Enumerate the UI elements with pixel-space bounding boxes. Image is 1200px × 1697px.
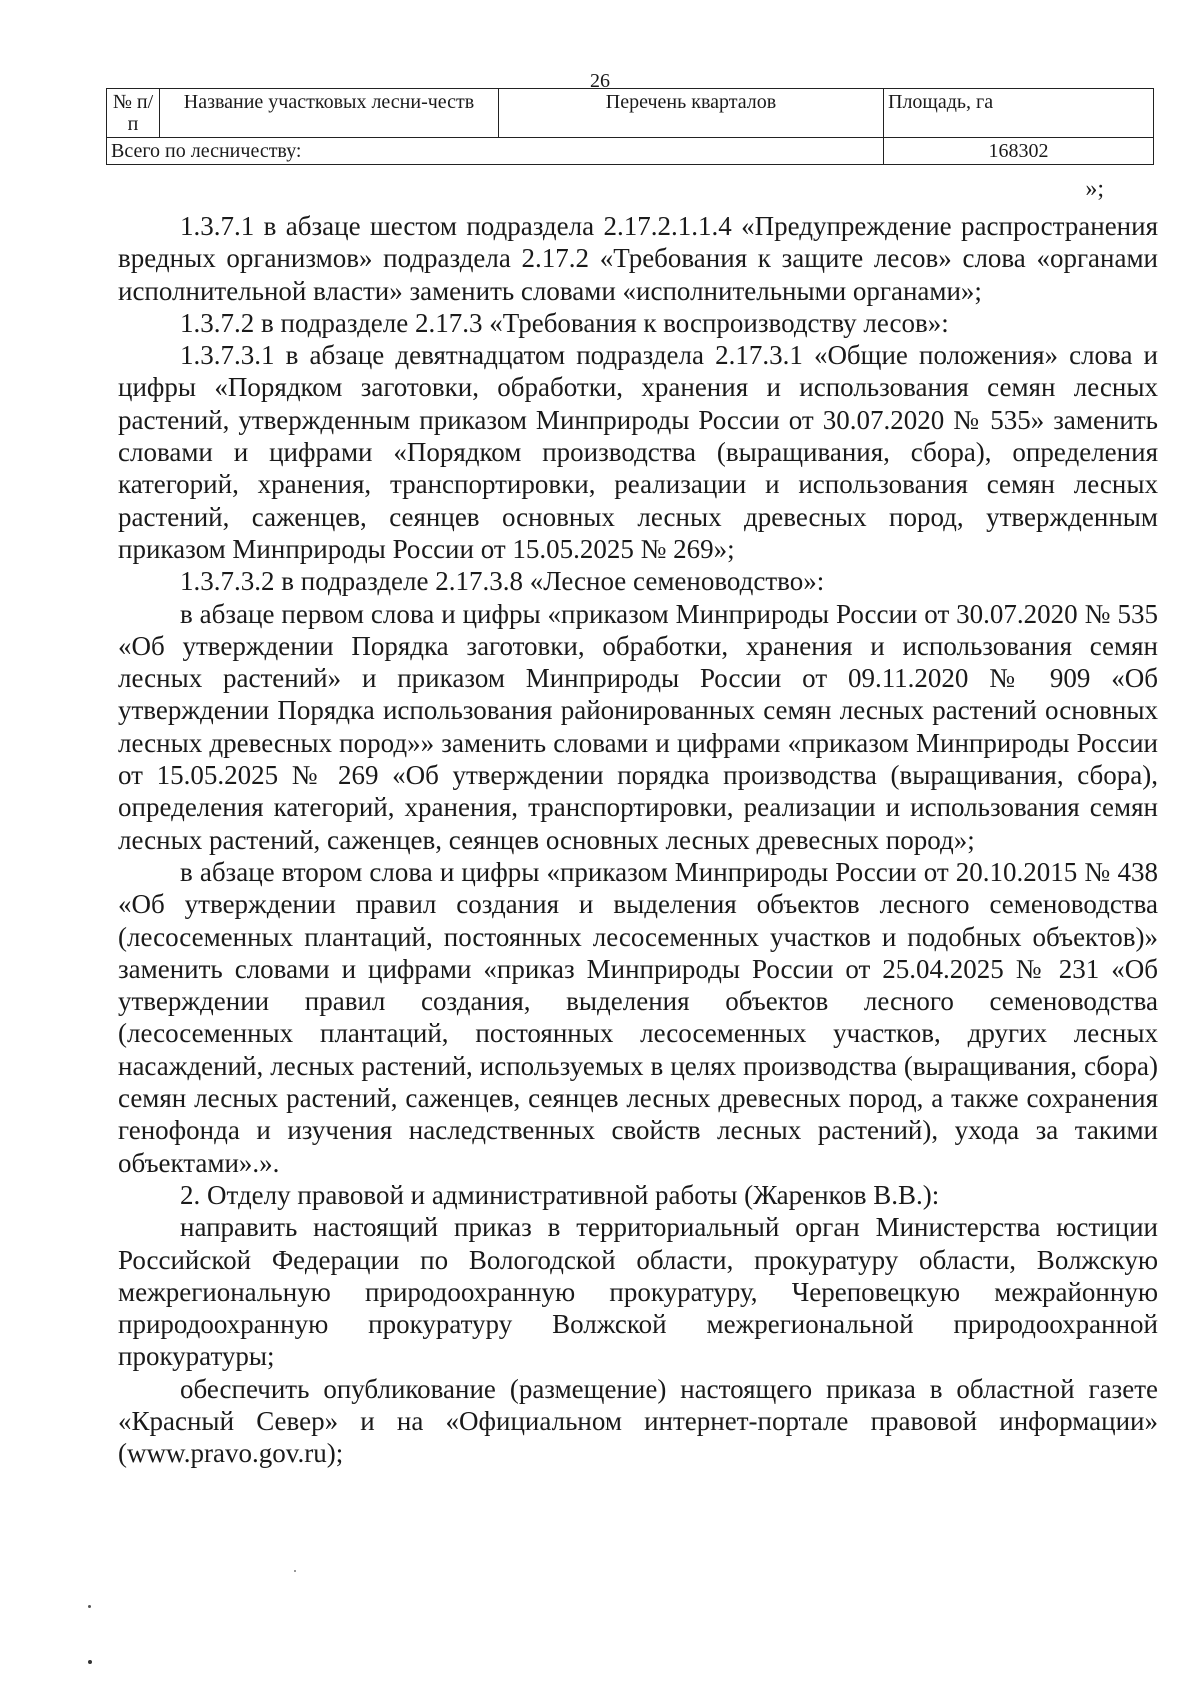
scan-speck xyxy=(294,1570,296,1572)
paragraph: в абзаце втором слова и цифры «приказом Минприроды России от 20.10.2015 № 438 «Об утверждении правил создания и выделения объектов лесного семеноводства (лесосеменных плантаций, постоянных лесосеменных участков и подобных объектов)» заменить словами и цифрами «приказ Минприроды России от 25.04.2025 № 231 «Об утверждении правил создания, выделения объектов лесного семеноводства (лесосеменных плантаций, постоянных лесосеменных участков, других лесных насаждений, лесных растений, используемых в целях производства (выращивания, сбора) семян лесных растений, саженцев, сеянцев лесных древесных пород, а также сохранения генофонда и изучения наследственных свойств лесных растений), ухода за такими объектами».». xyxy=(118,856,1158,1178)
table-total-row xyxy=(107,138,1154,165)
total-label: Всего по лесничеству: xyxy=(107,138,884,165)
paragraph: обеспечить опубликование (размещение) настоящего приказа в областной газете «Красный Север» и на «Официальном интернет-портале правовой информации» (www.pravo.gov.ru); xyxy=(118,1373,1158,1469)
scan-speck xyxy=(88,1660,92,1664)
paragraph: 1.3.7.3.1 в абзаце девятнадцатом подраздела 2.17.3.1 «Общие положения» слова и цифры «Порядком заготовки, обработки, хранения и использования семян лесных растений, утвержденным приказом Минприроды России от 30.07.2020 № 535» заменить словами и цифрами «Порядком производства (выращивания, сбора), определения категорий, хранения, транспортировки, реализации и использования семян лесных растений, саженцев, сеянцев основных лесных древесных пород, утвержденным приказом Минприроды России от 15.05.2025 № 269»; xyxy=(118,340,1158,564)
scan-speck xyxy=(88,1605,91,1608)
page-number: 26 xyxy=(590,70,610,92)
forestry-table xyxy=(106,88,1154,165)
header-district-name: Название участковых лесни-честв xyxy=(160,89,499,138)
header-area: Площадь, га xyxy=(884,89,1154,138)
document-body xyxy=(118,210,1158,1470)
total-value: 168302 xyxy=(884,138,1154,165)
paragraph: 1.3.7.2 в подразделе 2.17.3 «Требования к воспроизводству лесов»: xyxy=(180,307,949,338)
paragraph: 1.3.7.3.2 в подразделе 2.17.3.8 «Лесное семеноводство»: xyxy=(180,566,825,597)
closing-quote: »; xyxy=(1085,176,1104,202)
paragraph: в абзаце первом слова и цифры «приказом Минприроды России от 30.07.2020 № 535 «Об утверждении Порядка заготовки, обработки, хранения и использования семян лесных растений» и приказом Минприроды России от 09.11.2020 № 909 «Об утверждении Порядка использования районированных семян лесных растений основных лесных древесных пород»» заменить словами и цифрами «приказом Минприроды России от 15.05.2025 № 269 «Об утверждении порядка производства (выращивания, сбора), определения категорий, хранения, транспортировки, реализации и использования семян лесных растений, саженцев, сеянцев основных лесных древесных пород»; xyxy=(118,598,1158,855)
paragraph: 1.3.7.1 в абзаце шестом подраздела 2.17.2.1.1.4 «Предупреждение распространения вредных организмов» подраздела 2.17.2 «Требования к защите лесов» слова «органами исполнительной власти» заменить словами «исполнительными органами»; xyxy=(118,211,1158,306)
paragraph: направить настоящий приказ в территориальный орган Министерства юстиции Российской Федерации по Вологодской области, прокуратуру области, Волжскую межрегиональную природоохранную прокуратуру, Череповецкую межрайонную природоохранную прокуратуру Волжской межрегиональной природоохранной прокуратуры; xyxy=(118,1212,1158,1372)
table-header-row xyxy=(107,89,1154,138)
header-number: № п/п xyxy=(107,89,160,138)
paragraph: 2. Отделу правовой и административной работы (Жаренков В.В.): xyxy=(180,1179,940,1210)
header-quarters-list: Перечень кварталов xyxy=(499,89,884,138)
